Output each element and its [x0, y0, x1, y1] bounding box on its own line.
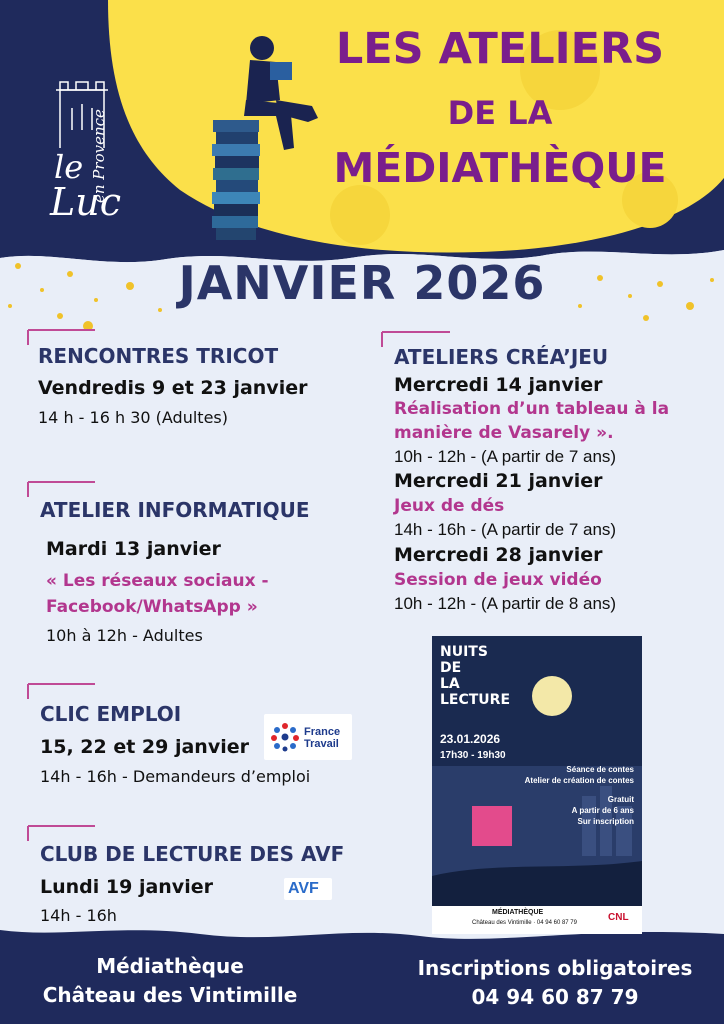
poster-title-line3: LA: [440, 676, 460, 692]
poster-time: 17h30 - 19h30: [440, 750, 506, 761]
footer-phone: 04 94 60 87 79: [471, 985, 639, 1009]
poster-title-line2: DE: [440, 660, 462, 676]
poster-cnl: CNL: [608, 912, 629, 923]
poster-details: [525, 764, 634, 827]
france-travail-badge: [264, 714, 352, 760]
info-tricot: 14 h - 16 h 30 (Adultes): [38, 408, 228, 427]
title-line3: MÉDIATHÈQUE: [333, 144, 667, 192]
month-heading: JANVIER 2026: [178, 256, 546, 310]
poster-footer-1: MÉDIATHÈQUE: [492, 909, 544, 916]
info-clic-emploi: 14h - 16h - Demandeurs d’emploi: [40, 767, 311, 786]
poster-detail-2: Atelier de création de contes: [524, 776, 634, 785]
date-club-lecture: Lundi 19 janvier: [40, 876, 213, 898]
poster-detail-5: Sur inscription: [577, 817, 634, 826]
topic-creajeu-3: Session de jeux vidéo: [394, 570, 602, 590]
date-creajeu-1: Mercredi 14 janvier: [394, 374, 603, 396]
poster-title: [440, 644, 510, 708]
logo-luc: Luc: [50, 180, 121, 224]
france-travail-label: France Travail: [304, 726, 341, 750]
title-line2: DE LA: [447, 94, 553, 132]
section-title-club-lecture: CLUB DE LECTURE DES AVF: [40, 842, 345, 866]
poster-title-line4: LECTURE: [440, 692, 511, 708]
info-club-lecture: 14h - 16h: [40, 906, 117, 925]
nuits-lecture-poster: [432, 636, 642, 934]
date-creajeu-2: Mercredi 21 janvier: [394, 470, 603, 492]
logo-le: le: [54, 148, 84, 186]
poster-date: 23.01.2026: [440, 732, 501, 746]
info-informatique: 10h à 12h - Adultes: [46, 626, 203, 645]
info-creajeu-3: 10h - 12h - (A partir de 8 ans): [394, 594, 617, 613]
topic-creajeu-1-line2: manière de Vasarely ».: [394, 423, 614, 443]
topic-informatique-line1: « Les réseaux sociaux -: [46, 571, 269, 591]
section-title-creajeu: ATELIERS CRÉA’JEU: [394, 345, 609, 369]
info-creajeu-1: 10h - 12h - (A partir de 7 ans): [394, 447, 617, 466]
date-tricot: Vendredis 9 et 23 janvier: [38, 377, 308, 399]
footer-location-line1: Médiathèque: [96, 954, 244, 978]
footer-registration: [400, 954, 710, 1012]
poster-detail-1: Séance de contes: [566, 765, 634, 774]
section-title-informatique: ATELIER INFORMATIQUE: [40, 498, 310, 522]
logo-en-provence: en Provence: [90, 109, 108, 203]
date-creajeu-3: Mercredi 28 janvier: [394, 544, 603, 566]
footer-location: [20, 952, 320, 1010]
date-informatique: Mardi 13 janvier: [46, 538, 221, 560]
topic-informatique-line2: Facebook/WhatsApp »: [46, 597, 258, 617]
poster-footer-2: Château des Vintimille · 04 94 60 87 79: [472, 920, 577, 926]
avf-label: AVF: [288, 880, 319, 897]
topic-creajeu-1-line1: Réalisation d’un tableau à la: [394, 399, 670, 419]
le-luc-logo: [40, 78, 130, 228]
topic-creajeu-2: Jeux de dés: [394, 496, 505, 516]
footer-location-line2: Château des Vintimille: [42, 983, 298, 1007]
footer-registration-line1: Inscriptions obligatoires: [417, 956, 693, 980]
avf-badge: [284, 878, 332, 900]
poster-detail-3: Gratuit: [607, 795, 634, 804]
section-title-tricot: RENCONTRES TRICOT: [38, 344, 279, 368]
france-travail-logo-icon: [270, 722, 300, 752]
section-title-clic-emploi: CLIC EMPLOI: [40, 702, 182, 726]
poster-detail-4: A partir de 6 ans: [571, 806, 634, 815]
info-creajeu-2: 14h - 16h - (A partir de 7 ans): [394, 520, 617, 539]
date-clic-emploi: 15, 22 et 29 janvier: [40, 736, 249, 758]
title-line1: LES ATELIERS: [335, 24, 665, 74]
poster-title-line1: NUITS: [440, 644, 488, 660]
